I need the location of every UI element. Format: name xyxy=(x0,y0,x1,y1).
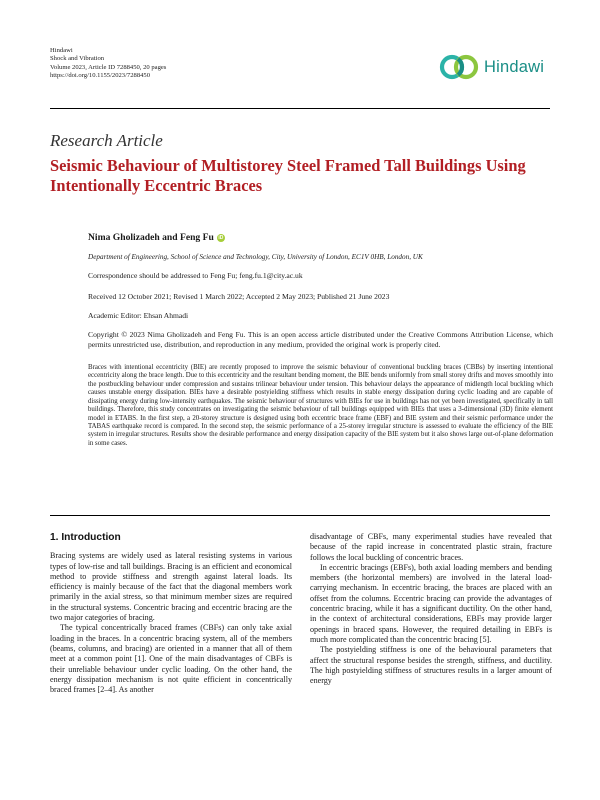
journal-header xyxy=(50,47,166,81)
author-line xyxy=(88,232,225,243)
article-type: Research Article xyxy=(50,131,163,150)
right-column xyxy=(310,532,552,686)
paragraph: Bracing systems are widely used as lateral resisting systems in various types of low-rise and tall buildings. Bracing is an efficient and economical method to provide stiffness and strength against lateral loads. Its efficiency is mainly because of the fact that the diagonal members work primarily in the axial stress, so that minimum member sizes are required in the structural systems. Concentric bracing and eccentric bracing are the two major categories of bracing. xyxy=(50,551,292,623)
article-title: Seismic Behaviour of Multistorey Steel Framed Tall Buildings Using Intentionally Eccentric Braces xyxy=(50,156,526,195)
copyright-notice: Copyright © 2023 Nima Gholizadeh and Feng Fu. This is an open access article distributed under the Creative Commons Attribution License, which permits unrestricted use, distribution, and reproduction in any medium, provided the original work is properly cited. xyxy=(88,330,553,349)
paragraph: The postyielding stiffness is one of the behavioural parameters that affect the structural response besides the strength, stiffness, and ductility. The high postyielding stiffness of structures results in a larger amount of energy xyxy=(310,645,552,686)
volume-line: Volume 2023, Article ID 7288450, 20 pages xyxy=(50,63,167,71)
academic-editor: Academic Editor: Ehsan Ahmadi xyxy=(88,311,189,320)
paragraph: The typical concentrically braced frames (CBFs) can only take axial loading in the braces. In a concentric bracing system, all of the members (beams, columns, and bracing) are oriented in a manner that all of them meet at a common point [1]. One of the main disadvantages of CBFs is their unreliable behaviour under cyclic loading. On the other hand, the energy dissipation mechanism is not quite efficient in concentrically braced frames [2–4]. As another xyxy=(50,623,292,695)
paragraph: disadvantage of CBFs, many experimental studies have revealed that because of the rapid increase in concentrated plastic strain, fracture follows the local buckling of concentric braces. xyxy=(310,532,552,562)
paragraph: In eccentric bracings (EBFs), both axial loading members and bending members (the horizontal members) are involved in the lateral load-carrying mechanism. In eccentric bracing, the braces are placed with an offset from the columns. Eccentric bracing can provide the advantages of concentric bracing, while it has a significant ductility. On the other hand, in the context of architectural considerations, EBFs may provide larger openings in braced spans. However, the required detailing in EBFs is much more complicated than the concentric bracing [5]. xyxy=(310,562,552,644)
publisher-name: Hindawi xyxy=(50,47,73,54)
affiliation: Department of Engineering, School of Science and Technology, City, University of London, EC1V 0HB, London, UK xyxy=(88,253,423,261)
correspondence: Correspondence should be addressed to Feng Fu; feng.fu.1@city.ac.uk xyxy=(88,271,303,280)
orcid-icon[interactable]: iD xyxy=(218,234,224,241)
abstract: Braces with intentional eccentricity (BIE) are recently proposed to improve the seismic behaviour of conventional buckling braces (CBBs) by inserting intentional eccentricity along the brace length. Due to this eccentricity and the resultant bending moment, the BIE bends uniformly from small storey drifts and moves smoothly into the postbuckling behaviour under compression and sustains trilinear behaviour under tension. This behaviour delays the appearance of midlength local buckling which causes unstable energy dissipation. BIEs have a desirable postyielding stiffness which results in stable energy dissipation during cyclic loading and are capable of dissipating energy during low-intensity earthquakes. The seismic behaviour of structures with BIEs for use in buildings has not yet been investigated, specifically in tall buildings. Therefore, this study concentrates on investigating the seismic behaviour of tall buildings equipped with BIEs that uses a 3-dimensional (3D) finite element model in ETABS. In the first step, a 20-storey structure is designed using both eccentric brace frame (EBF) and BIE system and their seismic performance under the TABAS earthquake record is compared. In the second step, the seismic performance of a 25-storey irregular structure is assessed to evaluate the efficiency of the BIE system in irregular structures. Results show the desirable performance and energy dissipation capacity of the BIE system but it also shows large out-of-plane deformation in some cases. xyxy=(88,364,553,447)
doi-link[interactable]: https://doi.org/10.1155/2023/7288450 xyxy=(50,72,151,80)
logo-wordmark: Hindawi xyxy=(484,57,545,76)
left-column xyxy=(50,533,292,695)
section-heading: 1. Introduction xyxy=(50,532,121,543)
abstract-divider xyxy=(50,515,550,516)
hindawi-logo-icon xyxy=(438,53,480,81)
header-divider xyxy=(50,108,550,109)
publication-dates: Received 12 October 2021; Revised 1 March 2022; Accepted 2 May 2023; Published 21 June 2023 xyxy=(88,292,390,301)
authors: Nima Gholizadeh and Feng Fu xyxy=(88,232,214,243)
hindawi-logo[interactable] xyxy=(438,50,556,84)
journal-name: Shock and Vibration xyxy=(50,55,105,63)
